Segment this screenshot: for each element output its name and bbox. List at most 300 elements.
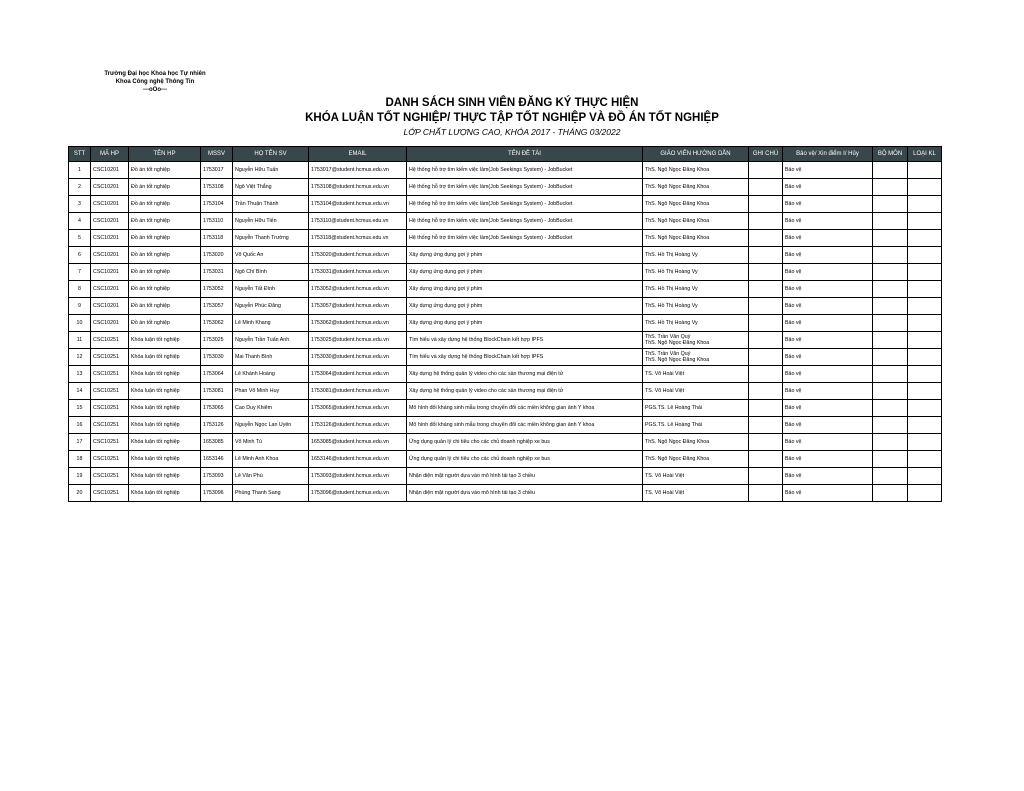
cell-ma-hp: CSC10201 [91, 162, 129, 179]
cell-ma-hp: CSC10201 [91, 196, 129, 213]
cell-bao-ve: Bảo vệ [783, 162, 873, 179]
cell-bo-mon [873, 315, 908, 332]
cell-bo-mon [873, 366, 908, 383]
cell-email: 1753093@student.hcmus.edu.vn [309, 468, 407, 485]
advisor-name: ThS. Hồ Thị Hoàng Vy [645, 252, 698, 258]
cell-bao-ve: Bảo vệ [783, 264, 873, 281]
cell-bo-mon [873, 417, 908, 434]
cell-de-tai: Xây dựng ứng dụng gợi ý phim [407, 315, 643, 332]
table-row [69, 247, 942, 264]
cell-stt: 13 [69, 366, 91, 383]
column-header-bo-mon: BỘ MÔN [873, 147, 908, 162]
cell-mssv: 1753017 [201, 162, 233, 179]
organization-header [60, 70, 250, 94]
cell-gvhd [643, 162, 749, 179]
advisor-name: ThS. Ngô Ngọc Đăng Khoa [645, 218, 710, 224]
cell-ghi-chu [749, 315, 783, 332]
cell-mssv: 1753108 [201, 179, 233, 196]
cell-loai-kl [908, 315, 942, 332]
cell-ghi-chu [749, 162, 783, 179]
column-header-de-tai: TÊN ĐỀ TÀI [407, 147, 643, 162]
document-titles [0, 96, 1024, 138]
cell-bo-mon [873, 230, 908, 247]
cell-mssv: 1753104 [201, 196, 233, 213]
cell-ghi-chu [749, 366, 783, 383]
cell-ten-hp: Khóa luận tốt nghiệp [129, 349, 201, 366]
cell-ten-hp: Đồ án tốt nghiệp [129, 264, 201, 281]
cell-bao-ve: Bảo vệ [783, 417, 873, 434]
cell-loai-kl [908, 332, 942, 349]
table-row [69, 179, 942, 196]
cell-gvhd [643, 179, 749, 196]
cell-gvhd [643, 451, 749, 468]
cell-ma-hp: CSC10251 [91, 434, 129, 451]
column-header-ghi-chu: GHI CHÚ [749, 147, 783, 162]
cell-email: 1753031@student.hcmus.edu.vn [309, 264, 407, 281]
cell-ho-ten: Nguyễn Thanh Trường [233, 230, 309, 247]
column-header-ma-hp: MÃ HP [91, 147, 129, 162]
cell-ghi-chu [749, 281, 783, 298]
document-title-line1: DANH SÁCH SINH VIÊN ĐĂNG KÝ THỰC HIỆN [385, 97, 639, 109]
cell-ma-hp: CSC10201 [91, 315, 129, 332]
cell-bao-ve: Bảo vệ [783, 281, 873, 298]
cell-bo-mon [873, 434, 908, 451]
cell-ma-hp: CSC10251 [91, 332, 129, 349]
cell-email: 1753062@student.hcmus.edu.vn [309, 315, 407, 332]
cell-stt: 3 [69, 196, 91, 213]
cell-mssv: 1753093 [201, 468, 233, 485]
cell-ho-ten: Ngô Việt Thắng [233, 179, 309, 196]
cell-loai-kl [908, 383, 942, 400]
cell-de-tai: Mô hình đối kháng sinh mẫu trong chuyển đổi các miền không gian ảnh Y khoa [407, 417, 643, 434]
cell-loai-kl [908, 281, 942, 298]
cell-email: 1753108@student.hcmus.edu.vn [309, 179, 407, 196]
cell-ho-ten: Võ Quốc An [233, 247, 309, 264]
cell-bao-ve: Bảo vệ [783, 400, 873, 417]
cell-mssv: 1753020 [201, 247, 233, 264]
advisor-name: TS. Võ Hoài Việt [645, 490, 685, 496]
cell-bo-mon [873, 213, 908, 230]
cell-mssv: 1753030 [201, 349, 233, 366]
cell-ghi-chu [749, 383, 783, 400]
cell-mssv: 1753031 [201, 264, 233, 281]
cell-ten-hp: Khóa luận tốt nghiệp [129, 383, 201, 400]
table-row [69, 230, 942, 247]
cell-mssv: 1753057 [201, 298, 233, 315]
document-title-line2: KHÓA LUẬN TỐT NGHIỆP/ THỰC TẬP TỐT NGHIỆP VÀ ĐỒ ÁN TỐT NGHIỆP [305, 112, 719, 124]
advisor-name: TS. Võ Hoài Việt [645, 371, 685, 377]
cell-loai-kl [908, 264, 942, 281]
university-name: Trường Đại học Khoa học Tự nhiên [104, 71, 206, 77]
cell-bao-ve: Bảo vệ [783, 247, 873, 264]
cell-ten-hp: Đồ án tốt nghiệp [129, 213, 201, 230]
table-row [69, 162, 942, 179]
cell-gvhd [643, 315, 749, 332]
advisor-name: ThS. Hồ Thị Hoàng Vy [645, 320, 698, 326]
cell-ghi-chu [749, 179, 783, 196]
cell-bao-ve: Bảo vệ [783, 179, 873, 196]
cell-loai-kl [908, 400, 942, 417]
table-row [69, 315, 942, 332]
cell-de-tai: Xây dựng ứng dụng gợi ý phim [407, 298, 643, 315]
cell-email: 1753052@student.hcmus.edu.vn [309, 281, 407, 298]
cell-bo-mon [873, 400, 908, 417]
cell-gvhd [643, 298, 749, 315]
column-header-loai-kl: LOẠI KL [908, 147, 942, 162]
cell-de-tai: Hệ thống hỗ trợ tìm kiếm việc làm(Job Seekings System) - JobBucket [407, 230, 643, 247]
cell-loai-kl [908, 468, 942, 485]
table-row [69, 417, 942, 434]
cell-gvhd [643, 230, 749, 247]
cell-stt: 5 [69, 230, 91, 247]
cell-email: 1653146@student.hcmus.edu.vn [309, 451, 407, 468]
column-header-email: EMAIL [309, 147, 407, 162]
cell-ten-hp: Khóa luận tốt nghiệp [129, 451, 201, 468]
cell-stt: 15 [69, 400, 91, 417]
cell-ten-hp: Khóa luận tốt nghiệp [129, 485, 201, 502]
cell-de-tai: Nhận diện mặt người dựa vào mô hình tái tạo 3 chiều [407, 468, 643, 485]
cell-ma-hp: CSC10251 [91, 485, 129, 502]
cell-ma-hp: CSC10251 [91, 451, 129, 468]
cell-ghi-chu [749, 332, 783, 349]
cell-loai-kl [908, 366, 942, 383]
cell-stt: 10 [69, 315, 91, 332]
column-header-ho-ten: HỌ TÊN SV [233, 147, 309, 162]
cell-bo-mon [873, 451, 908, 468]
cell-gvhd [643, 434, 749, 451]
cell-loai-kl [908, 196, 942, 213]
cell-stt: 8 [69, 281, 91, 298]
cell-mssv: 1753052 [201, 281, 233, 298]
cell-ho-ten: Lê Khánh Hoàng [233, 366, 309, 383]
cell-ghi-chu [749, 230, 783, 247]
cell-bo-mon [873, 247, 908, 264]
cell-gvhd [643, 213, 749, 230]
cell-gvhd [643, 247, 749, 264]
cell-ten-hp: Khóa luận tốt nghiệp [129, 332, 201, 349]
cell-ho-ten: Nguyễn Trần Tuấn Anh [233, 332, 309, 349]
cell-ho-ten: Lê Minh Khang [233, 315, 309, 332]
cell-email: 1753057@student.hcmus.edu.vn [309, 298, 407, 315]
cell-bo-mon [873, 162, 908, 179]
cell-ghi-chu [749, 485, 783, 502]
cell-email: 1753020@student.hcmus.edu.vn [309, 247, 407, 264]
advisor-name: ThS. Trần Văn Quý [645, 334, 691, 340]
cell-de-tai: Xây dựng ứng dụng gợi ý phim [407, 264, 643, 281]
table-header-row [69, 147, 942, 162]
cell-loai-kl [908, 179, 942, 196]
cell-mssv: 1753110 [201, 213, 233, 230]
cell-de-tai: Hệ thống hỗ trợ tìm kiếm việc làm(Job Seekings System) - JobBucket [407, 196, 643, 213]
cell-loai-kl [908, 298, 942, 315]
cell-gvhd [643, 468, 749, 485]
advisor-name: TS. Võ Hoài Việt [645, 473, 685, 479]
cell-de-tai: Xây dựng ứng dụng gợi ý phim [407, 247, 643, 264]
cell-gvhd [643, 417, 749, 434]
cell-ho-ten: Phùng Thanh Sang [233, 485, 309, 502]
cell-email: 1753025@student.hcmus.edu.vn [309, 332, 407, 349]
cell-bao-ve: Bảo vệ [783, 434, 873, 451]
table-row [69, 332, 942, 349]
cell-loai-kl [908, 230, 942, 247]
table-row [69, 196, 942, 213]
cell-ghi-chu [749, 349, 783, 366]
cell-ten-hp: Khóa luận tốt nghiệp [129, 468, 201, 485]
cell-bao-ve: Bảo vệ [783, 451, 873, 468]
student-registration-table [68, 146, 942, 502]
cell-ghi-chu [749, 400, 783, 417]
advisor-name: ThS. Hồ Thị Hoàng Vy [645, 286, 698, 292]
cell-ghi-chu [749, 451, 783, 468]
cell-mssv: 1753096 [201, 485, 233, 502]
cell-ghi-chu [749, 434, 783, 451]
advisor-name: PGS.TS. Lê Hoàng Thái [645, 422, 703, 428]
cell-ten-hp: Khóa luận tốt nghiệp [129, 400, 201, 417]
table-body [69, 162, 942, 502]
cell-bao-ve: Bảo vệ [783, 366, 873, 383]
cell-ghi-chu [749, 213, 783, 230]
cell-email: 1753017@student.hcmus.edu.vn [309, 162, 407, 179]
cell-ten-hp: Đồ án tốt nghiệp [129, 162, 201, 179]
advisor-name: ThS. Ngô Ngọc Đăng Khoa [645, 184, 710, 190]
cell-email: 1753030@student.hcmus.edu.vn [309, 349, 407, 366]
table-row [69, 400, 942, 417]
cell-ho-ten: Trần Thuận Thành [233, 196, 309, 213]
cell-de-tai: Tìm hiểu và xây dựng hệ thống BlockChain kết hợp IPFS [407, 349, 643, 366]
cell-bo-mon [873, 281, 908, 298]
cell-email: 1753064@student.hcmus.edu.vn [309, 366, 407, 383]
cell-ho-ten: Nguyễn Hữu Tiến [233, 213, 309, 230]
cell-ho-ten: Nguyễn Phúc Đăng [233, 298, 309, 315]
cell-mssv: 1753064 [201, 366, 233, 383]
cell-bao-ve: Bảo vệ [783, 196, 873, 213]
advisor-name: ThS. Hồ Thị Hoàng Vy [645, 303, 698, 309]
cell-bao-ve: Bảo vệ [783, 332, 873, 349]
cell-loai-kl [908, 162, 942, 179]
table-row [69, 349, 942, 366]
cell-ho-ten: Ngô Chí Bình [233, 264, 309, 281]
cell-ho-ten: Võ Minh Tú [233, 434, 309, 451]
cell-bao-ve: Bảo vệ [783, 230, 873, 247]
cell-stt: 14 [69, 383, 91, 400]
cell-gvhd [643, 349, 749, 366]
cell-ten-hp: Đồ án tốt nghiệp [129, 179, 201, 196]
advisor-name: PGS.TS. Lê Hoàng Thái [645, 405, 703, 411]
cell-ma-hp: CSC10251 [91, 366, 129, 383]
advisor-name: ThS. Ngô Ngọc Đăng Khoa [645, 456, 710, 462]
cell-mssv: 1753118 [201, 230, 233, 247]
cell-de-tai: Hệ thống hỗ trợ tìm kiếm việc làm(Job Seekings System) - JobBucket [407, 162, 643, 179]
cell-bo-mon [873, 485, 908, 502]
cell-stt: 20 [69, 485, 91, 502]
cell-mssv: 1753126 [201, 417, 233, 434]
cell-loai-kl [908, 451, 942, 468]
advisor-name: ThS. Ngô Ngọc Đăng Khoa [645, 167, 710, 173]
cell-de-tai: Hệ thống hỗ trợ tìm kiếm việc làm(Job Seekings System) - JobBucket [407, 213, 643, 230]
cell-stt: 19 [69, 468, 91, 485]
cell-ghi-chu [749, 468, 783, 485]
cell-de-tai: Nhận diện mặt người dựa vào mô hình tái tạo 3 chiều [407, 485, 643, 502]
cell-loai-kl [908, 213, 942, 230]
advisor-name: ThS. Ngô Ngọc Đăng Khoa [645, 439, 710, 445]
cell-ghi-chu [749, 196, 783, 213]
cell-stt: 2 [69, 179, 91, 196]
table-row [69, 264, 942, 281]
cell-bao-ve: Bảo vệ [783, 298, 873, 315]
cell-ma-hp: CSC10201 [91, 281, 129, 298]
table-row [69, 298, 942, 315]
cell-de-tai: Xây dựng hệ thống quản lý video cho các sàn thương mại điện tử [407, 383, 643, 400]
cell-ma-hp: CSC10201 [91, 247, 129, 264]
cell-ma-hp: CSC10201 [91, 213, 129, 230]
cell-ma-hp: CSC10201 [91, 264, 129, 281]
cell-ma-hp: CSC10251 [91, 468, 129, 485]
cell-ten-hp: Đồ án tốt nghiệp [129, 298, 201, 315]
cell-bao-ve: Bảo vệ [783, 485, 873, 502]
cell-email: 1753110@student.hcmus.edu.vn [309, 213, 407, 230]
cell-bao-ve: Bảo vệ [783, 315, 873, 332]
cell-de-tai: Hệ thống hỗ trợ tìm kiếm việc làm(Job Seekings System) - JobBucket [407, 179, 643, 196]
cell-bo-mon [873, 383, 908, 400]
cell-ho-ten: Phan Võ Minh Huy [233, 383, 309, 400]
advisor-name: ThS. Ngô Ngọc Đăng Khoa [645, 340, 710, 346]
cell-stt: 9 [69, 298, 91, 315]
cell-de-tai: Ứng dụng quản lý chi tiêu cho các chủ doanh nghiệp xe bus [407, 434, 643, 451]
table-row [69, 366, 942, 383]
cell-gvhd [643, 196, 749, 213]
cell-ten-hp: Khóa luận tốt nghiệp [129, 366, 201, 383]
cell-ma-hp: CSC10201 [91, 298, 129, 315]
cell-bao-ve: Bảo vệ [783, 349, 873, 366]
advisor-name: ThS. Ngô Ngọc Đăng Khoa [645, 201, 710, 207]
table-row [69, 281, 942, 298]
cell-ma-hp: CSC10251 [91, 400, 129, 417]
cell-bao-ve: Bảo vệ [783, 213, 873, 230]
cell-ghi-chu [749, 264, 783, 281]
cell-gvhd [643, 366, 749, 383]
cell-ho-ten: Nguyễn Hữu Tuấn [233, 162, 309, 179]
table-row [69, 468, 942, 485]
cell-gvhd [643, 485, 749, 502]
column-header-stt: STT [69, 147, 91, 162]
cell-stt: 4 [69, 213, 91, 230]
cell-loai-kl [908, 417, 942, 434]
cell-ho-ten: Nguyễn Tất Đình [233, 281, 309, 298]
cell-ma-hp: CSC10251 [91, 417, 129, 434]
cell-stt: 17 [69, 434, 91, 451]
cell-mssv: 1653085 [201, 434, 233, 451]
cell-ten-hp: Đồ án tốt nghiệp [129, 230, 201, 247]
cell-stt: 7 [69, 264, 91, 281]
cell-loai-kl [908, 485, 942, 502]
table-row [69, 485, 942, 502]
faculty-name: Khoa Công nghệ Thông Tin [115, 79, 195, 85]
cell-stt: 16 [69, 417, 91, 434]
table-row [69, 434, 942, 451]
cell-email: 1753065@student.hcmus.edu.vn [309, 400, 407, 417]
advisor-name: ThS. Ngô Ngọc Đăng Khoa [645, 357, 710, 363]
column-header-bao-ve: Bảo vệ/ Xin điểm I/ Hủy [783, 147, 873, 162]
table-row [69, 383, 942, 400]
cell-bo-mon [873, 196, 908, 213]
cell-stt: 1 [69, 162, 91, 179]
cell-ho-ten: Nguyễn Ngọc Lan Uyên [233, 417, 309, 434]
table-row [69, 451, 942, 468]
cell-bo-mon [873, 332, 908, 349]
cell-stt: 6 [69, 247, 91, 264]
cell-gvhd [643, 264, 749, 281]
cell-bo-mon [873, 468, 908, 485]
cell-ghi-chu [749, 417, 783, 434]
table-row [69, 213, 942, 230]
cell-email: 1753104@student.hcmus.edu.vn [309, 196, 407, 213]
advisor-name: ThS. Hồ Thị Hoàng Vy [645, 269, 698, 275]
cell-de-tai: Mô hình đối kháng sinh mẫu trong chuyển đổi các miền không gian ảnh Y khoa [407, 400, 643, 417]
advisor-name: ThS. Trần Văn Quý [645, 351, 691, 357]
cell-ghi-chu [749, 298, 783, 315]
cell-ten-hp: Đồ án tốt nghiệp [129, 247, 201, 264]
cell-stt: 18 [69, 451, 91, 468]
cell-bo-mon [873, 298, 908, 315]
cell-ten-hp: Đồ án tốt nghiệp [129, 196, 201, 213]
cell-ho-ten: Lê Văn Phú [233, 468, 309, 485]
cell-de-tai: Ứng dụng quản lý chi tiêu cho các chủ doanh nghiệp xe bus [407, 451, 643, 468]
org-separator: ---oOo--- [143, 87, 167, 93]
cell-bo-mon [873, 349, 908, 366]
cell-bo-mon [873, 264, 908, 281]
cell-mssv: 1653146 [201, 451, 233, 468]
cell-email: 1753118@student.hcmus.edu.vn [309, 230, 407, 247]
cell-email: 1653085@student.hcmus.edu.vn [309, 434, 407, 451]
cell-stt: 11 [69, 332, 91, 349]
cell-de-tai: Xây dựng hệ thống quản lý video cho các sàn thương mại điện tử [407, 366, 643, 383]
cell-ten-hp: Khóa luận tốt nghiệp [129, 434, 201, 451]
cell-ho-ten: Lê Minh Anh Khoa [233, 451, 309, 468]
cell-ten-hp: Khóa luận tốt nghiệp [129, 417, 201, 434]
cell-mssv: 1753065 [201, 400, 233, 417]
cell-ghi-chu [749, 247, 783, 264]
cell-email: 1753126@student.hcmus.edu.vn [309, 417, 407, 434]
cell-ho-ten: Mai Thanh Bình [233, 349, 309, 366]
cell-ma-hp: CSC10201 [91, 179, 129, 196]
cell-gvhd [643, 383, 749, 400]
cell-stt: 12 [69, 349, 91, 366]
column-header-ten-hp: TÊN HP [129, 147, 201, 162]
cell-bao-ve: Bảo vệ [783, 468, 873, 485]
column-header-mssv: MSSV [201, 147, 233, 162]
cell-mssv: 1753081 [201, 383, 233, 400]
cell-de-tai: Tìm hiểu và xây dựng hệ thống BlockChain kết hợp IPFS [407, 332, 643, 349]
cell-email: 1753081@student.hcmus.edu.vn [309, 383, 407, 400]
cell-email: 1753096@student.hcmus.edu.vn [309, 485, 407, 502]
cell-loai-kl [908, 247, 942, 264]
document-subtitle: LỚP CHẤT LƯỢNG CAO, KHÓA 2017 - THÁNG 03/2022 [403, 127, 621, 137]
cell-bao-ve: Bảo vệ [783, 383, 873, 400]
cell-mssv: 1753062 [201, 315, 233, 332]
advisor-name: ThS. Ngô Ngọc Đăng Khoa [645, 235, 710, 241]
cell-loai-kl [908, 349, 942, 366]
cell-de-tai: Xây dựng ứng dụng gợi ý phim [407, 281, 643, 298]
cell-ten-hp: Đồ án tốt nghiệp [129, 315, 201, 332]
cell-gvhd [643, 332, 749, 349]
cell-gvhd [643, 400, 749, 417]
cell-gvhd [643, 281, 749, 298]
column-header-gvhd: GIÁO VIÊN HƯỚNG DẪN [643, 147, 749, 162]
cell-mssv: 1753025 [201, 332, 233, 349]
cell-ma-hp: CSC10251 [91, 349, 129, 366]
cell-ma-hp: CSC10201 [91, 230, 129, 247]
cell-ten-hp: Đồ án tốt nghiệp [129, 281, 201, 298]
